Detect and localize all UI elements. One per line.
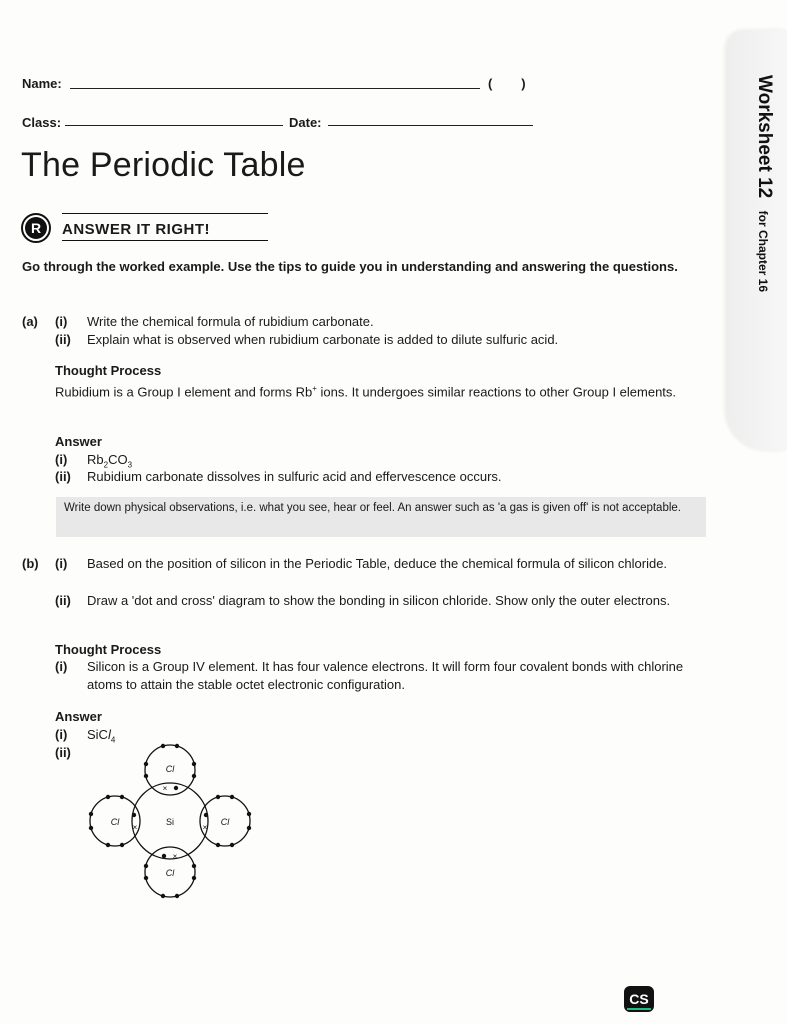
part-a-q2-num: (ii)	[55, 332, 71, 347]
part-b-t1: Silicon is a Group IV element. It has four valence electrons. It will form four covalent bonds with chlorine atoms to attain the stable octet electronic configuration.	[87, 659, 684, 692]
part-b-t1-num: (i)	[55, 659, 68, 674]
class-line[interactable]	[65, 125, 283, 126]
part-b-answer-title: Answer	[55, 709, 102, 724]
camscanner-badge: CS	[624, 986, 654, 1012]
part-b-q2: Draw a 'dot and cross' diagram to show the bonding in silicon chloride. Show only the outer electrons.	[87, 593, 671, 608]
page-title: The Periodic Table	[21, 146, 306, 184]
part-a-q1-num: (i)	[55, 314, 68, 329]
part-b-q1-num: (i)	[55, 556, 68, 571]
intro-text: Go through the worked example. Use the tips to guide you in understanding and answering the questions.	[22, 259, 678, 274]
banner-heading: ANSWER IT RIGHT!	[62, 221, 210, 238]
banner-top-rule	[62, 213, 268, 214]
si-label: Si	[165, 817, 175, 827]
cl-bottom-label: Cl	[165, 868, 175, 878]
part-b-q1: Based on the position of silicon in the Periodic Table, deduce the chemical formula of silicon chloride.	[87, 556, 668, 571]
part-a-answer-title: Answer	[55, 434, 102, 449]
cl-top-label: Cl	[165, 764, 175, 774]
cl-right-label: Cl	[220, 817, 230, 827]
part-b-a2-num: (ii)	[55, 745, 71, 760]
name-line[interactable]	[70, 88, 480, 89]
part-a-a1-num: (i)	[55, 452, 68, 467]
part-b-q2-num: (ii)	[55, 593, 71, 608]
class-label: Class:	[22, 115, 62, 130]
worksheet-chapter: for Chapter 16	[756, 210, 770, 293]
svg-text:×: ×	[132, 823, 138, 832]
worksheet-side-label	[735, 75, 775, 475]
svg-text:×: ×	[172, 852, 178, 861]
part-a-a2-num: (ii)	[55, 469, 71, 484]
part-a-q1: Write the chemical formula of rubidium carbonate.	[87, 314, 374, 329]
answer-it-right-icon-letter: R	[25, 217, 47, 239]
svg-text:×: ×	[202, 823, 208, 832]
part-a-a1: $Rb_2CO_3$	[87, 452, 133, 470]
banner-bottom-rule	[62, 240, 268, 241]
part-b-label: (b)	[22, 556, 39, 571]
svg-text:×: ×	[162, 784, 168, 793]
part-b-a1-num: (i)	[55, 727, 68, 742]
part-a-q2: Explain what is observed when rubidium carbonate is added to dilute sulfuric acid.	[87, 332, 559, 347]
dot-cross-diagram	[80, 738, 260, 908]
name-label: Name:	[22, 76, 62, 91]
part-a-a2: Rubidium carbonate dissolves in sulfuric acid and effervescence occurs.	[87, 469, 502, 484]
part-b-a1: SiCl$_4$	[87, 727, 116, 745]
answer-it-right-icon	[21, 213, 51, 243]
part-a-thought-title: Thought Process	[55, 363, 162, 378]
part-b-thought-title: Thought Process	[55, 642, 162, 657]
date-line[interactable]	[328, 125, 533, 126]
cl-left-label: Cl	[110, 817, 120, 827]
tip-box: Write down physical observations, i.e. what you see, hear or feel. An answer such as 'a gas is given off' is not acceptable.	[56, 497, 706, 537]
register-brackets: ( )	[488, 76, 526, 91]
part-a-label: (a)	[22, 314, 38, 329]
worksheet-number: Worksheet 12	[754, 75, 775, 199]
part-a-thought-text: Rubidium is a Group I element and forms Rb+ ions. It undergoes similar reactions to other Group I elements.	[55, 384, 677, 400]
date-label: Date:	[289, 115, 322, 130]
